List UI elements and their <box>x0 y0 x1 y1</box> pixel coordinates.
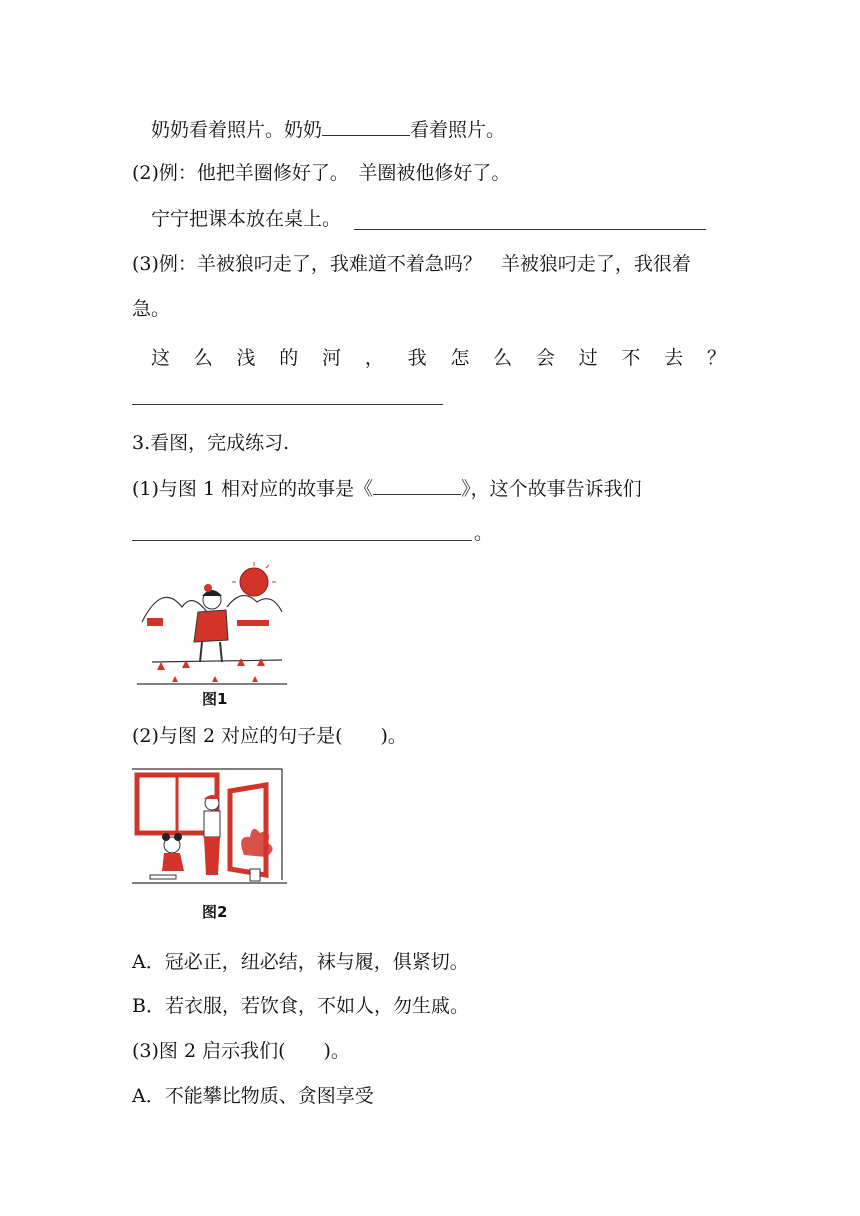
answer-blank-2[interactable] <box>354 229 706 230</box>
figure-2-caption: 图2 <box>202 903 228 921</box>
sentence-river-char: 会 <box>535 347 555 369</box>
sentence-river-char: ， <box>364 347 384 369</box>
sentence-ningning-text: 宁宁把课本放在桌上。 <box>151 208 342 230</box>
sentence-river-char: 么 <box>493 347 513 369</box>
option-3-a[interactable]: A．不能攀比物质、贪图享受 <box>132 1085 374 1107</box>
sentence-river-char: 么 <box>193 347 213 369</box>
question-3-3: (3)图 2 启示我们( )。 <box>132 1040 350 1062</box>
question-3-2: (2)与图 2 对应的句子是( )。 <box>132 725 407 747</box>
figure-1 <box>132 562 292 712</box>
example-3: (3)例：羊被狼叼走了，我难道不着急吗？ 羊被狼叼走了，我很着 <box>132 253 691 275</box>
sentence-river-char: 河 <box>322 347 342 369</box>
sentence-river-char: 过 <box>578 347 598 369</box>
sentence-ningning <box>151 207 341 231</box>
answer-blank-lesson[interactable] <box>132 540 472 541</box>
figure-2-illustration <box>132 765 292 895</box>
figure-2 <box>132 765 292 925</box>
answer-blank-story[interactable] <box>373 476 461 495</box>
question-3-1 <box>132 476 642 501</box>
option-a[interactable]: A．冠必正，纽必结，袜与履，俱紧切。 <box>132 951 469 973</box>
sentence-grandma-start: 奶奶看着照片。奶奶 <box>151 119 323 141</box>
sentence-river-char: 我 <box>407 347 427 369</box>
answer-blank-3[interactable] <box>132 404 443 405</box>
question-3-1-end: 》，这个故事告诉我们 <box>461 478 642 500</box>
sentence-grandma <box>151 117 505 142</box>
figure-1-illustration <box>132 562 292 692</box>
sentence-grandma-end: 看着照片。 <box>410 119 506 141</box>
question-3-1-start: (1)与图 1 相对应的故事是《 <box>132 478 374 500</box>
sentence-river-char: 去 <box>664 347 684 369</box>
answer-blank-1[interactable] <box>322 117 410 136</box>
sentence-river-char: 不 <box>621 347 641 369</box>
question-3-title: 3.看图，完成练习. <box>132 432 290 454</box>
period: 。 <box>474 522 494 544</box>
option-b[interactable]: B．若衣服，若饮食，不如人，勿生戚。 <box>132 995 469 1017</box>
figure-1-caption: 图1 <box>202 690 228 708</box>
sentence-river <box>151 343 726 370</box>
sentence-river-char: 这 <box>151 347 171 369</box>
sentence-river-char: 浅 <box>236 347 256 369</box>
sentence-river-char: ？ <box>706 347 726 369</box>
sentence-river-char: 怎 <box>450 347 470 369</box>
example-3-cont: 急。 <box>132 298 171 320</box>
example-2: (2)例：他把羊圈修好了。 羊圈被他修好了。 <box>132 162 511 184</box>
sentence-river-char: 的 <box>279 347 299 369</box>
